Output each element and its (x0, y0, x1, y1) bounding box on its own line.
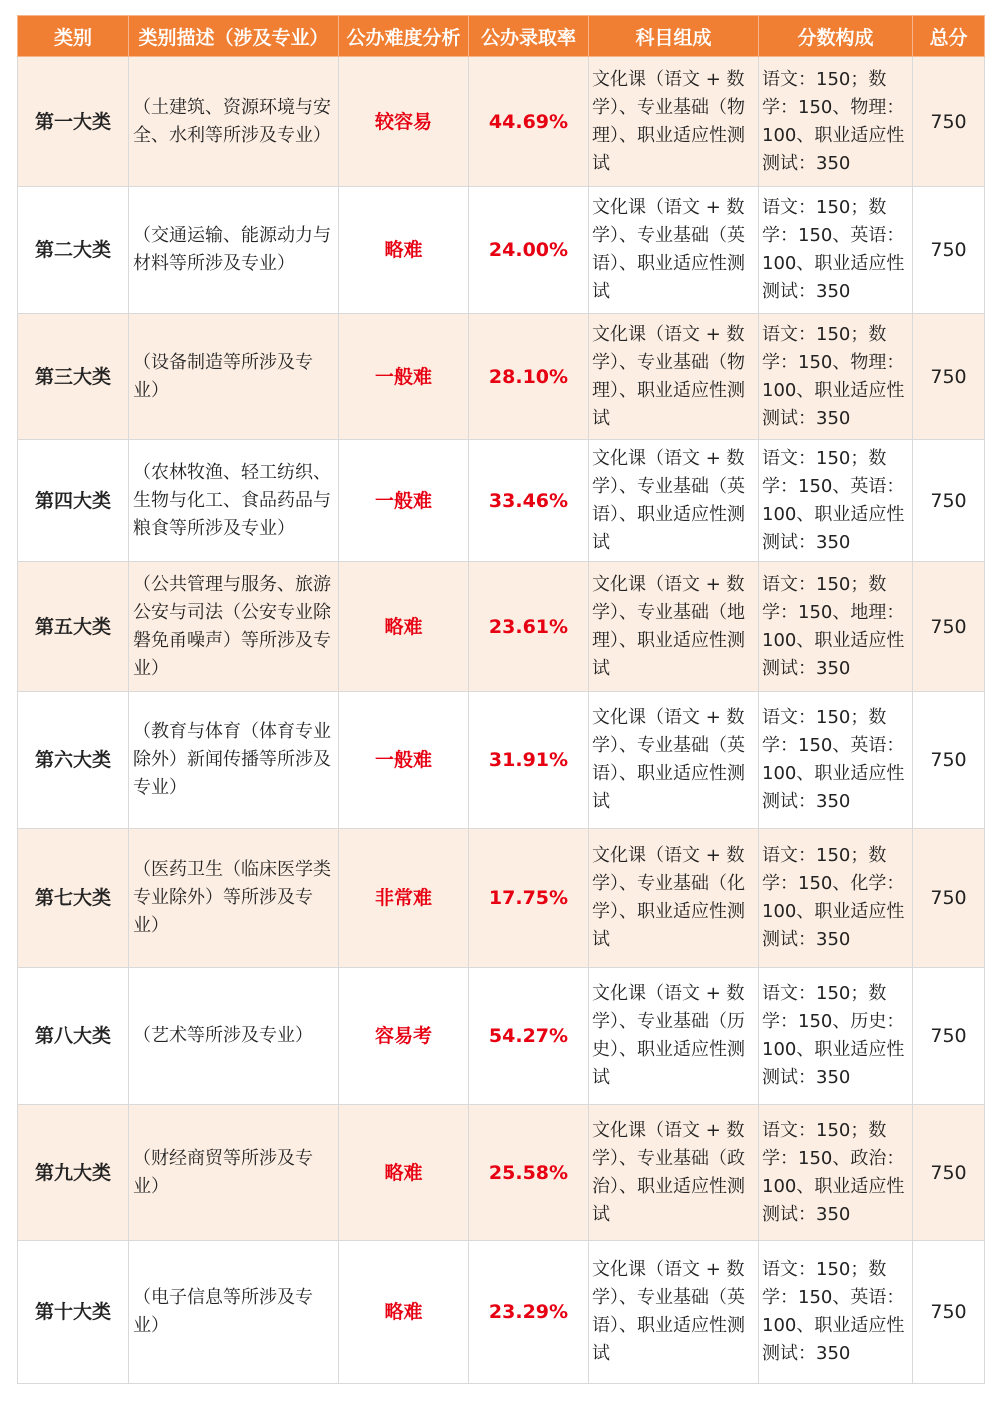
table-row (18, 1241, 985, 1384)
header-total: 总分 (913, 16, 985, 57)
admission-table (17, 15, 985, 1384)
cell-difficulty: 略难 (339, 1241, 469, 1384)
table-row (18, 57, 985, 187)
table-header-row (18, 16, 985, 57)
cell-description: （公共管理与服务、旅游公安与司法（公安专业除磐免甬噪声）等所涉及专业） (129, 562, 339, 692)
cell-category: 第一大类 (18, 57, 129, 187)
cell-total: 750 (913, 1105, 985, 1241)
cell-admission-rate: 44.69% (469, 57, 589, 187)
cell-score-breakdown: 语文：150；数学：150、英语：100、职业适应性测试：350 (759, 440, 913, 562)
header-description: 类别描述（涉及专业） (129, 16, 339, 57)
cell-category: 第十大类 (18, 1241, 129, 1384)
cell-description: （教育与体育（体育专业除外）新闻传播等所涉及专业） (129, 692, 339, 829)
cell-subjects: 文化课（语文 + 数学）、专业基础（历史）、职业适应性测试 (589, 968, 759, 1105)
cell-admission-rate: 23.61% (469, 562, 589, 692)
cell-total: 750 (913, 968, 985, 1105)
cell-subjects: 文化课（语文 + 数学）、专业基础（英语）、职业适应性测试 (589, 187, 759, 314)
cell-score-breakdown: 语文：150；数学：150、政治：100、职业适应性测试：350 (759, 1105, 913, 1241)
header-admission-rate: 公办录取率 (469, 16, 589, 57)
cell-total: 750 (913, 562, 985, 692)
cell-total: 750 (913, 314, 985, 440)
cell-admission-rate: 31.91% (469, 692, 589, 829)
cell-score-breakdown: 语文：150；数学：150、历史：100、职业适应性测试：350 (759, 968, 913, 1105)
cell-difficulty: 一般难 (339, 314, 469, 440)
cell-description: （艺术等所涉及专业） (129, 968, 339, 1105)
cell-subjects: 文化课（语文 + 数学）、专业基础（地理）、职业适应性测试 (589, 562, 759, 692)
cell-description: （医药卫生（临床医学类专业除外）等所涉及专业） (129, 829, 339, 968)
cell-subjects: 文化课（语文 + 数学）、专业基础（化学）、职业适应性测试 (589, 829, 759, 968)
cell-score-breakdown: 语文：150；数学：150、英语：100、职业适应性测试：350 (759, 187, 913, 314)
table-row (18, 440, 985, 562)
cell-subjects: 文化课（语文 + 数学）、专业基础（英语）、职业适应性测试 (589, 440, 759, 562)
cell-score-breakdown: 语文：150；数学：150、物理：100、职业适应性测试：350 (759, 314, 913, 440)
header-category: 类别 (18, 16, 129, 57)
cell-difficulty: 一般难 (339, 692, 469, 829)
cell-total: 750 (913, 187, 985, 314)
header-score-breakdown: 分数构成 (759, 16, 913, 57)
cell-admission-rate: 24.00% (469, 187, 589, 314)
cell-score-breakdown: 语文：150；数学：150、英语：100、职业适应性测试：350 (759, 1241, 913, 1384)
cell-admission-rate: 17.75% (469, 829, 589, 968)
cell-subjects: 文化课（语文 + 数学）、专业基础（物理）、职业适应性测试 (589, 57, 759, 187)
cell-admission-rate: 33.46% (469, 440, 589, 562)
cell-difficulty: 较容易 (339, 57, 469, 187)
cell-category: 第三大类 (18, 314, 129, 440)
cell-difficulty: 容易考 (339, 968, 469, 1105)
cell-score-breakdown: 语文：150；数学：150、化学：100、职业适应性测试：350 (759, 829, 913, 968)
cell-total: 750 (913, 1241, 985, 1384)
cell-difficulty: 一般难 (339, 440, 469, 562)
header-subjects: 科目组成 (589, 16, 759, 57)
cell-description: （农林牧渔、轻工纺织、生物与化工、食品药品与粮食等所涉及专业） (129, 440, 339, 562)
cell-admission-rate: 25.58% (469, 1105, 589, 1241)
table-row (18, 968, 985, 1105)
cell-admission-rate: 28.10% (469, 314, 589, 440)
cell-difficulty: 非常难 (339, 829, 469, 968)
cell-subjects: 文化课（语文 + 数学）、专业基础（英语）、职业适应性测试 (589, 1241, 759, 1384)
cell-total: 750 (913, 829, 985, 968)
cell-difficulty: 略难 (339, 187, 469, 314)
cell-total: 750 (913, 692, 985, 829)
cell-category: 第九大类 (18, 1105, 129, 1241)
cell-score-breakdown: 语文：150；数学：150、地理：100、职业适应性测试：350 (759, 562, 913, 692)
cell-category: 第二大类 (18, 187, 129, 314)
table-row (18, 314, 985, 440)
cell-difficulty: 略难 (339, 562, 469, 692)
cell-total: 750 (913, 57, 985, 187)
cell-category: 第四大类 (18, 440, 129, 562)
table-row (18, 1105, 985, 1241)
cell-description: （土建筑、资源环境与安全、水利等所涉及专业） (129, 57, 339, 187)
cell-category: 第八大类 (18, 968, 129, 1105)
cell-subjects: 文化课（语文 + 数学）、专业基础（物理）、职业适应性测试 (589, 314, 759, 440)
table-row (18, 829, 985, 968)
cell-admission-rate: 23.29% (469, 1241, 589, 1384)
cell-score-breakdown: 语文：150；数学：150、物理：100、职业适应性测试：350 (759, 57, 913, 187)
cell-description: （设备制造等所涉及专业） (129, 314, 339, 440)
cell-subjects: 文化课（语文 + 数学）、专业基础（英语）、职业适应性测试 (589, 692, 759, 829)
cell-category: 第五大类 (18, 562, 129, 692)
cell-description: （电子信息等所涉及专业） (129, 1241, 339, 1384)
table-row (18, 562, 985, 692)
cell-score-breakdown: 语文：150；数学：150、英语：100、职业适应性测试：350 (759, 692, 913, 829)
table-row (18, 187, 985, 314)
cell-category: 第七大类 (18, 829, 129, 968)
table-row (18, 692, 985, 829)
cell-description: （交通运输、能源动力与材料等所涉及专业） (129, 187, 339, 314)
cell-difficulty: 略难 (339, 1105, 469, 1241)
cell-total: 750 (913, 440, 985, 562)
admission-table-container (17, 15, 984, 1384)
cell-subjects: 文化课（语文 + 数学）、专业基础（政治）、职业适应性测试 (589, 1105, 759, 1241)
cell-admission-rate: 54.27% (469, 968, 589, 1105)
cell-category: 第六大类 (18, 692, 129, 829)
cell-description: （财经商贸等所涉及专业） (129, 1105, 339, 1241)
header-difficulty: 公办难度分析 (339, 16, 469, 57)
